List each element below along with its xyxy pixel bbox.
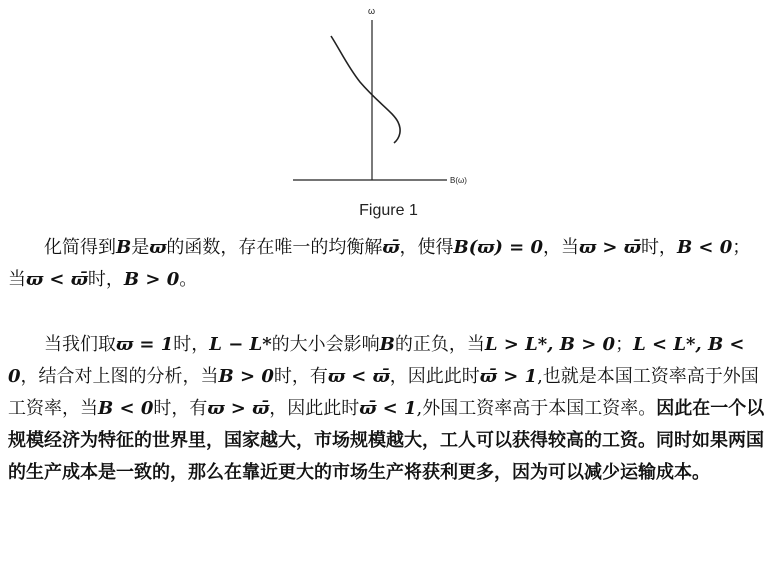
math: ϖ > ϖ̄	[207, 398, 270, 419]
text: 当我们取	[44, 334, 116, 355]
math: ϖ̄	[382, 237, 400, 258]
text: 时，有	[273, 366, 328, 387]
text: ；当	[8, 237, 751, 290]
text: ，当	[543, 237, 580, 258]
math: ϖ	[149, 237, 167, 258]
y-axis-label: ω	[368, 6, 376, 16]
text: 是	[131, 237, 150, 258]
x-axis-label: B(ω)	[450, 176, 467, 185]
math: B > 0	[123, 269, 180, 290]
math: B > 0	[218, 366, 274, 387]
text: ；	[615, 334, 634, 355]
math: B	[116, 237, 132, 258]
text: 。	[179, 269, 198, 290]
math: ϖ̄ < 1	[359, 398, 417, 419]
math: ϖ < ϖ̄	[327, 366, 390, 387]
text: 时，	[173, 334, 210, 355]
math: L − L*	[209, 334, 272, 355]
math: L < L*, B < 0	[8, 334, 745, 387]
text: ，使得	[399, 237, 454, 258]
b-omega-curve	[331, 36, 400, 143]
text: ,外国工资率高于本国工资率。	[416, 398, 657, 419]
text: 时，	[87, 269, 124, 290]
text: ，因此此时	[389, 366, 480, 387]
math: B(ϖ) = 0	[453, 237, 544, 258]
paragraph-equilibrium	[8, 232, 768, 296]
text: 的函数，存在唯一的均衡解	[166, 237, 383, 258]
math: ϖ = 1	[116, 334, 174, 355]
paragraph-analysis	[8, 329, 768, 489]
math: B < 0	[98, 398, 154, 419]
math: ϖ < ϖ̄	[26, 269, 88, 290]
math: B	[379, 334, 395, 355]
text: 化简得到	[44, 237, 116, 258]
figure-1	[0, 0, 777, 195]
text: ，结合对上图的分析，当	[20, 366, 219, 387]
conclusion-text: 因此在一个以规模经济为特征的世界里，国家越大，市场规模越大，工人可以获得较高的工资。同时如果两国的生产成本是一致的，那么在靠近更大的市场生产将获利更多，因为可以减少运输成本。	[8, 398, 765, 483]
text: 的正负，当	[394, 334, 485, 355]
text: 时，有	[153, 398, 208, 419]
math: ϖ > ϖ̄	[579, 237, 641, 258]
math: ϖ̄ > 1	[479, 366, 538, 387]
math: B < 0	[676, 237, 733, 258]
text: 时，	[640, 237, 677, 258]
math: L > L*, B > 0	[484, 334, 616, 355]
text: 的大小会影响	[271, 334, 380, 355]
figure-caption: Figure 1	[359, 202, 418, 219]
text: ，因此此时	[269, 398, 360, 419]
text: ,也就是本国工资率高于外国工资率，当	[8, 366, 759, 419]
